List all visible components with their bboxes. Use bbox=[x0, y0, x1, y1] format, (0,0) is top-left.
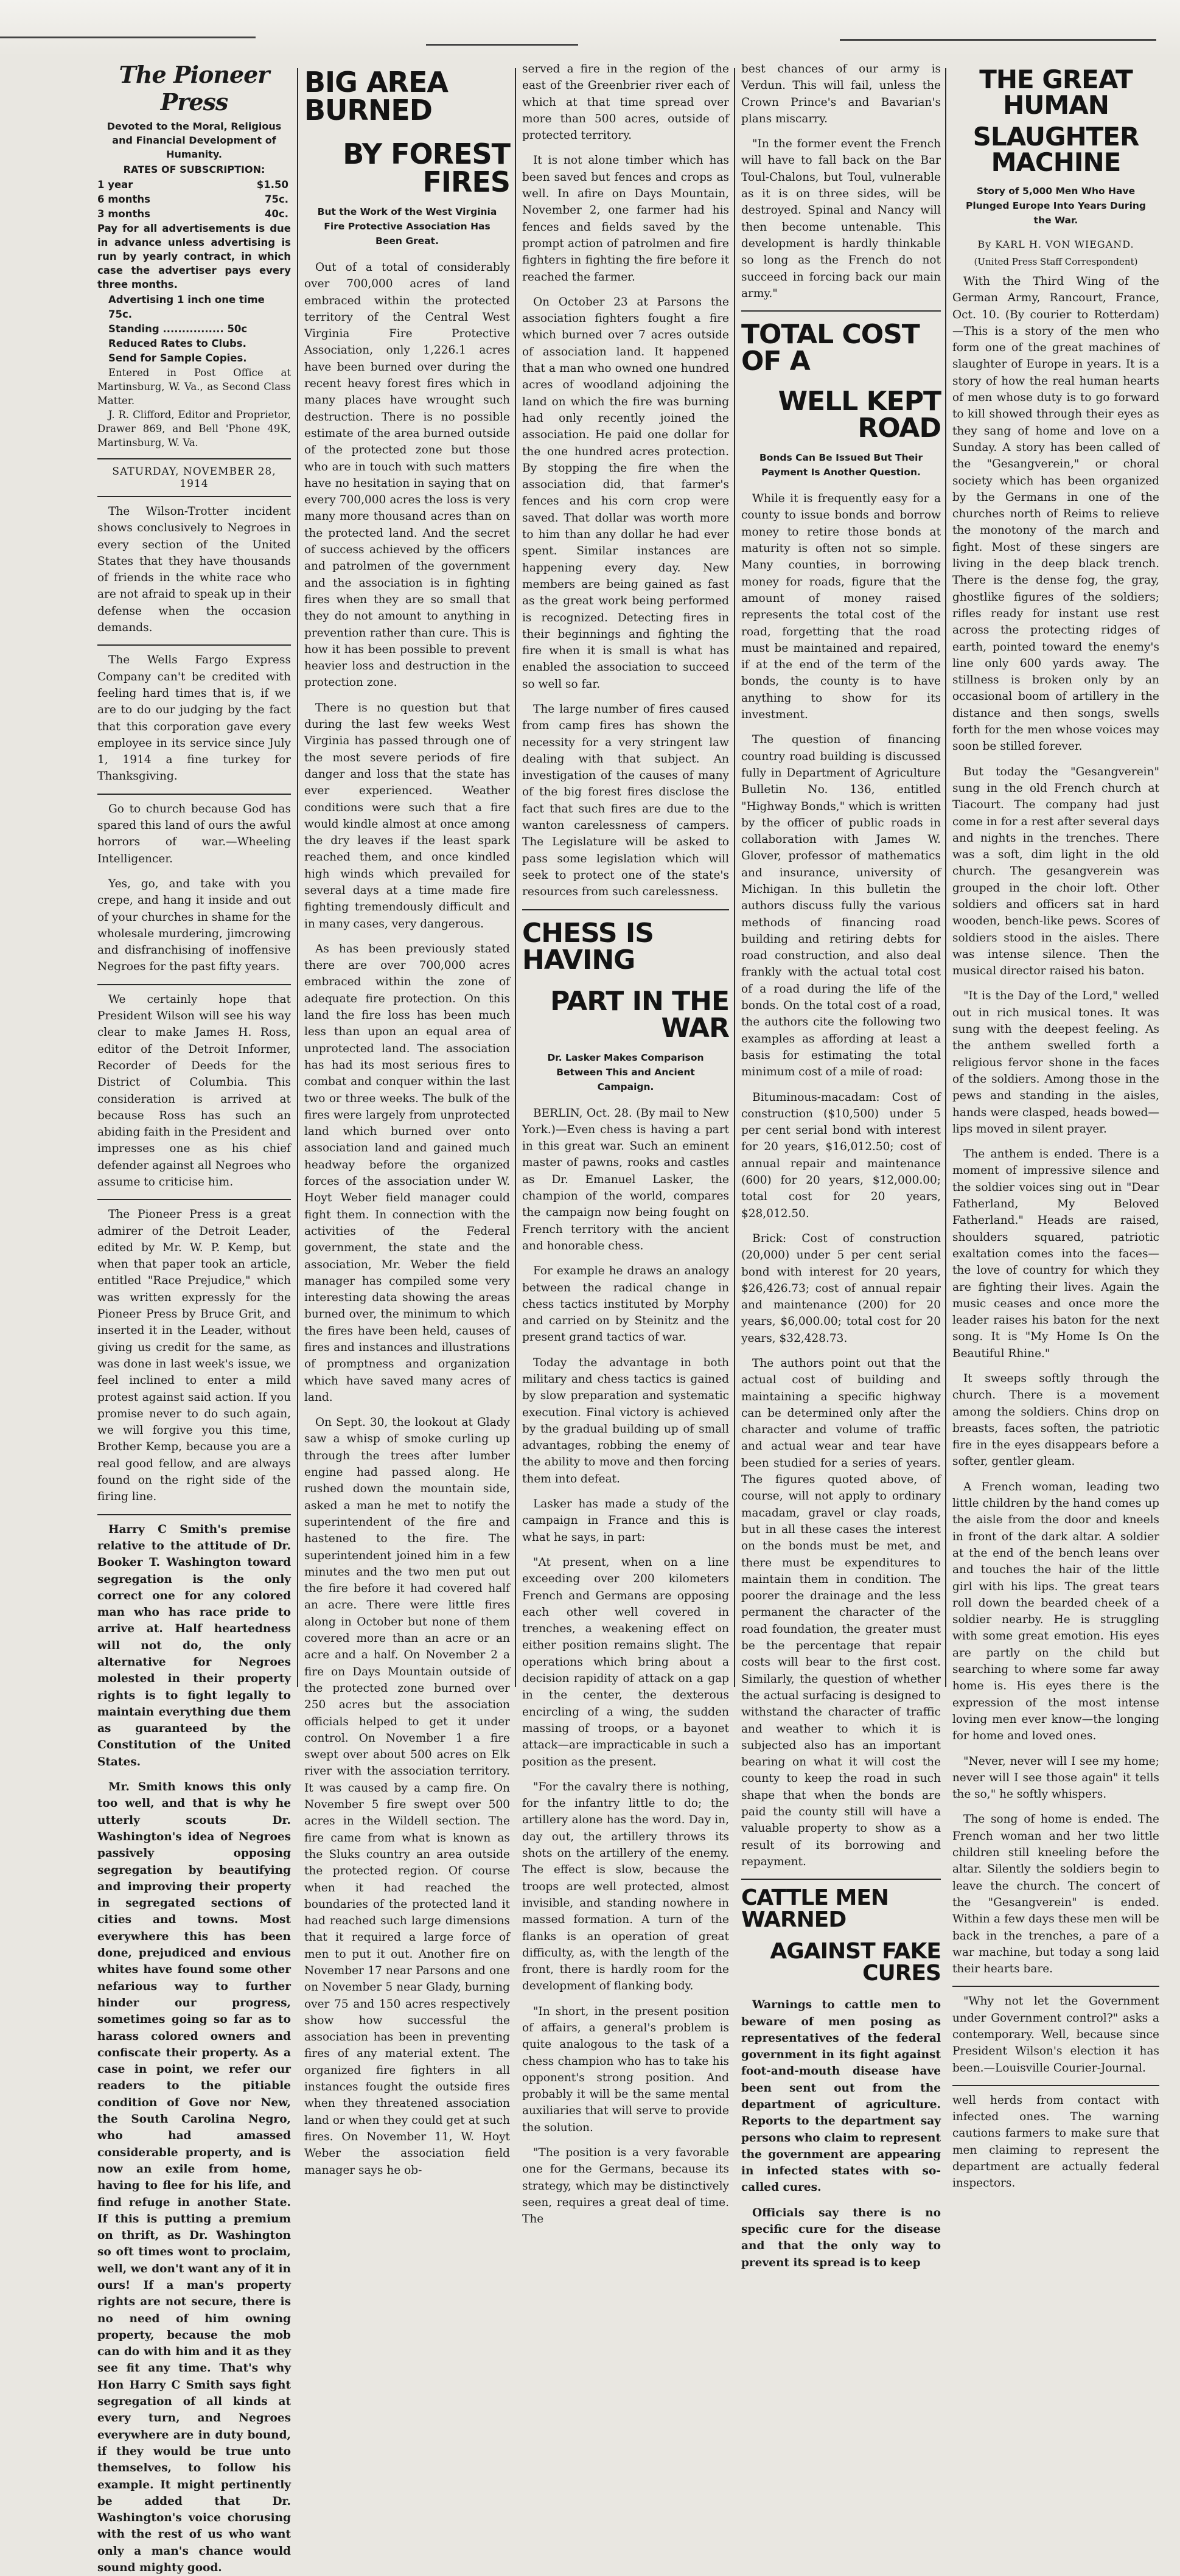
page-top-edge bbox=[0, 0, 1180, 56]
divider bbox=[97, 1514, 291, 1515]
article-paragraph: A French woman, leading two little children by the hand comes up the aisle from the door and kneels in front of the dark altar. A soldier at the end of the bench leans over and touches the hair of the little girl with his lips. The great tears roll down the bearded cheek of a soldier nearby. He is struggling with some great emotion. His eyes are partly on the child but searching to where some far away home is. His eyes there is the expression of the most intense loving men ever know—the longing for home and loved ones. bbox=[952, 1480, 1159, 1743]
editorial-item: The Wilson-Trotter incident shows conclusively to Negroes in every section of the United States that they have thousands of friends in the white race who are not afraid to speak up in their defense when the occasion demands. bbox=[97, 505, 291, 635]
divider bbox=[97, 794, 291, 795]
article-paragraph: "In the former event the French will have to fall back on the Bar Toul-Chalons, but Toul, vulnerable as it is on three sides, will be destroyed. Spinal and Nancy will then become untenable. This development is hardly thinkable so long as the French do not succeed in forcing back our main army." bbox=[741, 138, 941, 300]
article-paragraph: Officials say there is no specific cure for the disease and that the only way to prevent its spread is to keep bbox=[741, 2206, 941, 2269]
column-chess bbox=[522, 61, 729, 2226]
article-paragraph: As has been previously stated there are over 700,000 acres embraced within the zone of adequate fire protection. On this land the fire loss has been much less than upon an equal area of unprotected land. The association has had its most serious fires to combat and conquer within the last two or three weeks. The bulk of the fires were largely from unprotected land which burned over onto association land and gained much headway before the organized forces of the association under W. Hoyt Weber field manager could fight them. In connection with the activities of the Federal government, the state and the association, Mr. Weber the field manager has compiled some very interesting data showing the areas burned over, the minimum to which the fires have been held, causes of fires and instances and illustrations of promptness and organization which have saved many acres of land. bbox=[304, 942, 510, 1404]
column-rule bbox=[515, 68, 516, 1687]
deck: But the Work of the West Virginia Fire Protective Association Has Been Great. bbox=[317, 206, 497, 246]
headline: AGAINST FAKE CURES bbox=[770, 1939, 941, 1986]
headline: BY FOREST FIRES bbox=[343, 138, 510, 198]
article-paragraph: On Sept. 30, the lookout at Glady saw a whisp of smoke curling up through the trees after lumber engine had passed along. He rushed down the mountain side, asked a man he met to notify the superintendent of the fire and hastened to the fire. The superintendent joined him in a few minutes and the two men put out the fire before it had covered half an acre. There were little fires along in October but none of them covered more than an acre or an acre and a half. On November 2 a fire on Days Mountain outside of the protected zone burned over 250 acres but the association officials helped to get it under control. On November 1 a fire swept over about 500 acres on Elk river with the association territory. It was caused by a camp fire. On November 5 fire swept over 500 acres in the Wildell section. The fire came from what is known as the Sluks country an area outside the protected region. Of course when it had reached the boundaries of the protected land it had reached such large dimensions that it required a large force of men to put it out. Another fire on November 17 near Parsons and one on November 5 near Glady, burning over 75 and 150 acres respectively show how successful the association has been in preventing fires of any material extent. The organized fire fighters in all instances fought the outside fires when they threatened association land or when they could get at such fires. On November 11, W. Hoyt Weber the association field manager says he ob- bbox=[304, 1416, 510, 2177]
article-paragraph: There is no question but that during the last few weeks West Virginia has passed through one of the most severe periods of fire danger and loss that the state has ever experienced. Weather conditions were such that a fire would kindle almost at once among the dry leaves if the least spark reached them, and once kindled high winds which prevailed for several days at a time made fire fighting tremendously difficult and in many cases, very dangerous. bbox=[304, 701, 510, 930]
article-paragraph: "For the cavalry there is nothing, for the infantry little to do; the artillery alone has the word. Day in, day out, the artillery throws its shots on the artillery of the enemy. The effect is slow, because the troops are well protected, almost invisible, and standing nowhere in massed formation. A turn of the flanks is an operation of great difficulty, as, with the length of the front, there is hardly room for the development of flanking body. bbox=[522, 1780, 729, 1993]
column-slaughter-machine bbox=[952, 61, 1159, 2190]
editorial-item: Yes, go, and take with you crepe, and hang it inside and out of your churches in shame for the wholesale murdering, jimcrowing and disfranchising of inoffensive Negroes for the past fifty years. bbox=[97, 877, 291, 974]
article-paragraph: The large number of fires caused from camp fires has shown the necessity for a very stringent law dealing with that subject. An investigation of the causes of many of the big forest fires disclose the fact that such fires are due to the wanton carelessness of campers. The Legislature will be asked to pass some legislation which will seek to protect one of the state's resources from such carelessness. bbox=[522, 702, 729, 899]
article-paragraph: For example he draws an analogy between the radical change in chess tactics instituted by Morphy and carried on by Steinitz and the present grand tactics of war. bbox=[522, 1265, 729, 1344]
article-paragraph: But today the "Gesangverein" sung in the old French church at Tiacourt. The company had just come in for a rest after several days and nights in the trenches. There was a soft, dim light in the old church. The gesangverein was grouped in the choir loft. Other soldiers and officers sat in hard wooden, bench-like pews. Scores of soldiers stood in the aisles. There was intense silence. Then the musical director raised his baton. bbox=[952, 765, 1159, 978]
divider bbox=[97, 458, 291, 459]
article-paragraph: Brick: Cost of construction (20,000) under 5 per cent serial bond with interest for 20 years, $26,426.73; cost of annual repair and maintenance (200) for 20 years, $6,000.00; total cost for 20 years, $32,428.73. bbox=[741, 1232, 941, 1345]
entry-notice: Entered in Post Office at Martinsburg, W. Va., as Second Class Matter. bbox=[97, 367, 291, 407]
article-paragraph: Out of a total of considerably over 700,000 acres of land embraced within the protected territory of the Central West Virginia Fire Protective Association, only 1,226.1 acres have been burned over during the recent heavy forest fires which in many places have wrought such destruction. There is no possible estimate of the area burned outside of the protected zone but those who are in touch with such matters have no hesitation in saying that on every 700,000 acres the loss is very many more thousand acres than on the protected land. And the secret of success achieved by the officers and patrolmen of the government and the association is in fighting fires when they are so small that they do not amount to anything in prevention rather than cure. This is how it has been possible to prevent heavier loss and destruction in the protection zone. bbox=[304, 261, 510, 689]
article-paragraph: BERLIN, Oct. 28. (By mail to New York.)—Even chess is having a part in this great war. Such an eminent master of pawns, rooks and castles as Dr. Emanuel Lasker, the champion of the world, compares the campaign now being fought on French territory with the ancient and honorable chess. bbox=[522, 1106, 729, 1252]
credit-line: (United Press Staff Correspondent) bbox=[974, 256, 1138, 267]
divider bbox=[952, 2085, 1159, 2086]
editorial-item: Mr. Smith knows this only too well, and that is why he utterly scouts Dr. Washington's idea of Negroes passively opposing segregation by beautifying and improving their property in segregated sections of cities and towns. Most everywhere this has been done, prejudiced and envious whites have found some other nefarious way to further hinder our progress, sometimes going so far as to harass colored owners and confiscate their property. As a case in point, we refer our readers to the pitiable condition of Gove nor New, the South Carolina Negro, who had amassed considerable property, and is now an exile from home, having to flee for his life, and find refuge in another State. If this is putting a premium on thrift, as Dr. Washington so oft times wont to proclaim, well, we don't want any of it in ours! If a man's property rights are not secure, there is no need of him owning property, because the mob can do with him and it as they see fit any time. That's why Hon Harry C Smith says fight segregation of all kinds at every turn, and Negroes everywhere are in duty bound, if they would be true unto themselves, to follow his example. It might pertinently be added that Dr. Washington's voice chorusing with the rest of us who want only a man's chance would sound mighty good. bbox=[97, 1781, 291, 2575]
article-paragraph: "Why not let the Government under Government control?" asks a contemporary. Well, because since President Wilson's election it has been.—Louisville Courier-Journal. bbox=[952, 1995, 1159, 2075]
divider bbox=[952, 1986, 1159, 1987]
article-paragraph: Lasker has made a study of the campaign in France and this is what he says, in part: bbox=[522, 1498, 729, 1544]
article-paragraph: It is not alone timber which has been saved but fences and crops as well. In afire on Days Mountain, November 2, one farmer had his fences and fields saved by the prompt action of patrolmen and fire fighters in fighting the fire before it reached the farmer. bbox=[522, 154, 729, 284]
headline: CATTLE MEN WARNED bbox=[741, 1885, 889, 1933]
byline: By KARL H. VON WIEGAND. bbox=[977, 239, 1134, 250]
editorial-item: We certainly hope that President Wilson will see his way clear to make James H. Ross, editor of the Detroit Informer, Recorder of Deeds for the District of Columbia. This consideration is arrived at because Ross has such an abiding faith in the President and impresses one as his chief defender against all Negroes who assume to criticise him. bbox=[97, 993, 291, 1189]
ad-rates bbox=[97, 293, 291, 366]
headline: TOTAL COST OF A bbox=[741, 319, 920, 377]
column-forest-fires bbox=[304, 61, 510, 2177]
column-road-cost bbox=[741, 61, 941, 2269]
rates-list bbox=[97, 178, 291, 222]
editorial-item: The Wells Fargo Express Company can't be credited with feeling hard times that is, if we are to do our judging by the fact that this corporation gave every employee in its service since July 1, 1914 a fine turkey for Thanksgiving. bbox=[97, 654, 291, 783]
article-paragraph: The authors point out that the actual cost of building and maintaining a specific highway can be determined only after the character and volume of traffic and actual wear and tear have been studied for a series of years. The figures quoted above, of course, will not apply to ordinary macadam, gravel or clay roads, but in all these cases the interest on the bonds must be met, and there must be expenditures to maintain them in condition. The poorer the drainage and the less permanent the character of the road foundation, the greater must be the percentage that repair costs will bear to the first cost. Similarly, the question of whether the actual surfacing is designed to withstand the character of traffic and weather to which it is subjected also has an important bearing on what it will cost the county to keep the road in such shape that when the bonds are paid the county still will have a valuable property to show as a result of its borrowing and repayment. bbox=[741, 1357, 941, 1868]
column-rule bbox=[945, 68, 946, 1687]
article-paragraph: best chances of our army is Verdun. This will fail, unless the Crown Prince's and Bavarian's plans miscarry. bbox=[741, 63, 941, 125]
article-paragraph: Today the advantage in both military and chess tactics is gained by slow preparation and systematic execution. Final victory is achieved by the gradual building up of small advantages, robbing the enemy of the ability to move and then forcing them into defeat. bbox=[522, 1356, 729, 1485]
editorial-item: Harry C Smith's premise relative to the attitude of Dr. Booker T. Washington toward segregation is the only correct one for any colored man who has race pride to arrive at. Half heartedness will not do, the only alternative for Negroes molested in their property rights is to fight legally to maintain everything due them as guaranteed by the Constitution of the United States. bbox=[97, 1523, 291, 1768]
top-smudge bbox=[840, 39, 1156, 41]
column-editorial bbox=[97, 61, 291, 2575]
top-smudge bbox=[426, 44, 578, 46]
article-paragraph: The song of home is ended. The French woman and her two little children still kneeling before the altar. Silently the soldiers begin to leave the church. The concert of the "Gesangverein" is ended. Within a few days these men will be back in the trenches, a pare of a war machine, but today a song laid their hearts bare. bbox=[952, 1813, 1159, 1976]
article-paragraph: well herds from contact with infected ones. The warning cautions farmers to make sure that men claiming to represent the department are actually federal inspectors. bbox=[952, 2093, 1159, 2190]
headline: PART IN THE WAR bbox=[550, 985, 729, 1044]
column-rule bbox=[297, 68, 298, 1687]
headline: SLAUGHTER MACHINE bbox=[972, 122, 1139, 177]
club-rates: Reduced Rates to Clubs. bbox=[108, 338, 246, 349]
article-paragraph: The anthem is ended. There is a moment of impressive silence and the soldier voices sing out in "Dear Fatherland, My Beloved Fatherland." Heads are raised, shoulders squared, patriotic exaltation comes into the faces—the love of country for which they are fighting their lives. Again the music ceases and once more the leader raises his baton for the next song. It is "My Home Is On the Beautiful Rhine." bbox=[952, 1148, 1159, 1360]
article-paragraph: On October 23 at Parsons the association fighters fought a fire which burned over 7 acres outside of association land. It happened that a man who owned one hundred acres of woodland adjoining the land on which the fire was burning had only recently joined the association. He paid one dollar for the one hundred acres protection. By stopping the fire when the association did, that farmer's fences and his corn crop were saved. That dollar was worth more to him than any dollar he had ever spent. Similar instances are happening every day. New members are being gained as fast as the great work being performed is recognized. Detecting fires in their beginnings and fighting the fire when it is small is what has enabled the association to succeed so well so far. bbox=[522, 295, 729, 691]
article-paragraph: "It is the Day of the Lord," welled out in rich musical tones. It was sung with the deepest feeling. As the anthem swelled forth a religious fervor shone in the faces of the soldiers. Among those in the pews and standing in the aisles, hands were clasped, heads bowed—lips moved in silent prayer. bbox=[952, 990, 1159, 1136]
article-paragraph: While it is frequently easy for a county to issue bonds and borrow money to retire those bonds at maturity is often not so simple. Many counties, in borrowing money for roads, figure that the amount of money raised represents the total cost of the road, forgetting that the road must be maintained and repaired, if at the end of the term of the bonds, the county is to have anything to show for its investment. bbox=[741, 492, 941, 722]
article-paragraph: Bituminous-macadam: Cost of construction ($10,500) under 5 per cent serial bond with interest for 20 years, $16,012.50; cost of annual repair and maintenance (600) for 20 years, $12,000.00; total cost for 20 years, $28,012.50. bbox=[741, 1091, 941, 1220]
rate-row: 1 year $1.50 bbox=[97, 179, 288, 190]
headline: CHESS IS HAVING bbox=[522, 917, 654, 976]
standing-rate: Standing ................ 50c bbox=[108, 323, 248, 335]
article-paragraph: "At present, when on a line exceeding over 200 kilometers French and Germans are opposing each other well covered in trenches, a weakening effect on either position remains slight. The operations which bring about a decision rapidity of attack on a gap in the center, the dexterous encircling of a wing, the sudden massing of troops, or a bayonet attack—are impracticable in such a position as the present. bbox=[522, 1555, 729, 1768]
article-paragraph: Warnings to cattle men to beware of men posing as representatives of the federal government in its fight against foot-and-mouth disease have been sent out from the department of agriculture. Reports to the department say persons who claim to represent the government are appearing in infected states with so-called cures. bbox=[741, 1998, 941, 2194]
editorial-item: The Pioneer Press is a great admirer of the Detroit Leader, edited by Mr. W. P. Kemp, but when that paper took an article, entitled "Race Prejudice," which was written expressly for the Pioneer Press by Bruce Grit, and inserted it in the Leader, without giving us credit for the same, as was done in last week's issue, we feel inclined to enter a mild protest against said action. If you promise never to do such again, we will forgive you this time, Brother Kemp, because you are a real good fellow, and are always found on the right side of the firing line. bbox=[97, 1208, 291, 1504]
rate-row: 3 months 40c. bbox=[97, 208, 288, 220]
divider bbox=[97, 1199, 291, 1200]
deck: Dr. Lasker Makes Comparison Between This and Ancient Campaign. bbox=[547, 1052, 704, 1092]
headline: THE GREAT HUMAN bbox=[979, 65, 1133, 120]
divider bbox=[741, 1879, 941, 1880]
deck: Bonds Can Be Issued But Their Payment Is Another Question. bbox=[759, 452, 923, 478]
issue-date: SATURDAY, NOVEMBER 28, 1914 bbox=[112, 466, 276, 490]
headline: BIG AREA BURNED bbox=[304, 66, 448, 127]
divider bbox=[741, 310, 941, 312]
article-paragraph: It sweeps softly through the church. There is a movement among the soldiers. Chins drop on breasts, faces soften, the patriotic fire in the eyes disappears before a softer, gentler gleam. bbox=[952, 1372, 1159, 1468]
editorial-item: Go to church because God has spared this land of ours the awful horrors of war.—Wheeling Intelligencer. bbox=[97, 802, 291, 865]
top-smudge bbox=[0, 37, 256, 38]
divider bbox=[97, 496, 291, 497]
deck: Story of 5,000 Men Who Have Plunged Europe Into Years During the War. bbox=[965, 186, 1147, 226]
column-rule bbox=[734, 68, 735, 1687]
editor-notice: J. R. Clifford, Editor and Proprietor, Drawer 869, and Bell 'Phone 49K, Martinsburg, W. Va. bbox=[97, 409, 291, 449]
divider bbox=[522, 909, 729, 910]
article-paragraph: The question of financing country road building is discussed fully in Department of Agriculture Bulletin No. 136, entitled "Highway Bonds," which is written by the officer of public roads in collaboration with James W. Glover, professor of mathematics and insurance, university of Michigan. In this bulletin the authors discuss fully the various methods of financing road building and retiring debts for road construction, and also deal frankly with the actual total cost of a road during the life of the bonds. On the total cost of a road, the authors cite the following two examples as affording at least a basis for estimating the total minimum cost of a mile of road: bbox=[741, 733, 941, 1079]
advertising-rate: Advertising 1 inch one time 75c. bbox=[108, 294, 265, 320]
article-paragraph: "In short, in the present position of affairs, a general's problem is quite analogous to the task of a chess champion who has to take his opponent's strong position. And probably it will be the same mental auxiliaries that will serve to provide the solution. bbox=[522, 2005, 729, 2134]
rate-row: 6 months 75c. bbox=[97, 194, 288, 205]
tagline: Devoted to the Moral, Religious and Financial Development of Humanity. bbox=[106, 120, 282, 160]
pay-notice: Pay for all advertisements is due in advance unless advertising is run by yearly contract, in which case the advertiser pays every three months. bbox=[97, 223, 291, 290]
divider bbox=[97, 644, 291, 646]
headline: WELL KEPT ROAD bbox=[778, 386, 941, 444]
divider bbox=[97, 984, 291, 985]
article-paragraph: With the Third Wing of the German Army, Rancourt, France, Oct. 10. (By courier to Rotterdam)—This is a story of the men who form one of the great machines of slaughter of Europe in years. It is a story of how the real human hearts of men whose duty is to go forward to kill showed through their eyes as they sang of home and love on a Sunday. A story has been called of the "Gesangverein," or choral society which has been organized by the Germans in one of the churches north of Reims to relieve the monotony of the march and fight. Most of these singers are living in the deep black trench. There is the dense fog, the gray, ghostlike figures of the soldiers; rifles ready for instant use rest across the protecting ridges of earth, pointed toward the enemy's line only 600 yards away. The stillness is broken only by an occasional boom of artillery in the distance and then songs, swells forth for the men whose voices may soon be stilled forever. bbox=[952, 275, 1159, 753]
article-paragraph: "The position is a very favorable one for the Germans, because its strategy, which may be distinctively seen, requires a great deal of time. The bbox=[522, 2146, 729, 2226]
rates-title: RATES OF SUBSCRIPTION: bbox=[123, 164, 265, 175]
article-paragraph: served a fire in the region of the east of the Greenbrier river each of which at that time spread over more than 500 acres, outside of protected territory. bbox=[522, 63, 729, 142]
article-paragraph: "Never, never will I see my home; never will I see those again" it tells the so," he softly whispers. bbox=[952, 1754, 1159, 1801]
sample-copies: Send for Sample Copies. bbox=[108, 352, 247, 364]
masthead: The Pioneer Press bbox=[119, 61, 270, 116]
